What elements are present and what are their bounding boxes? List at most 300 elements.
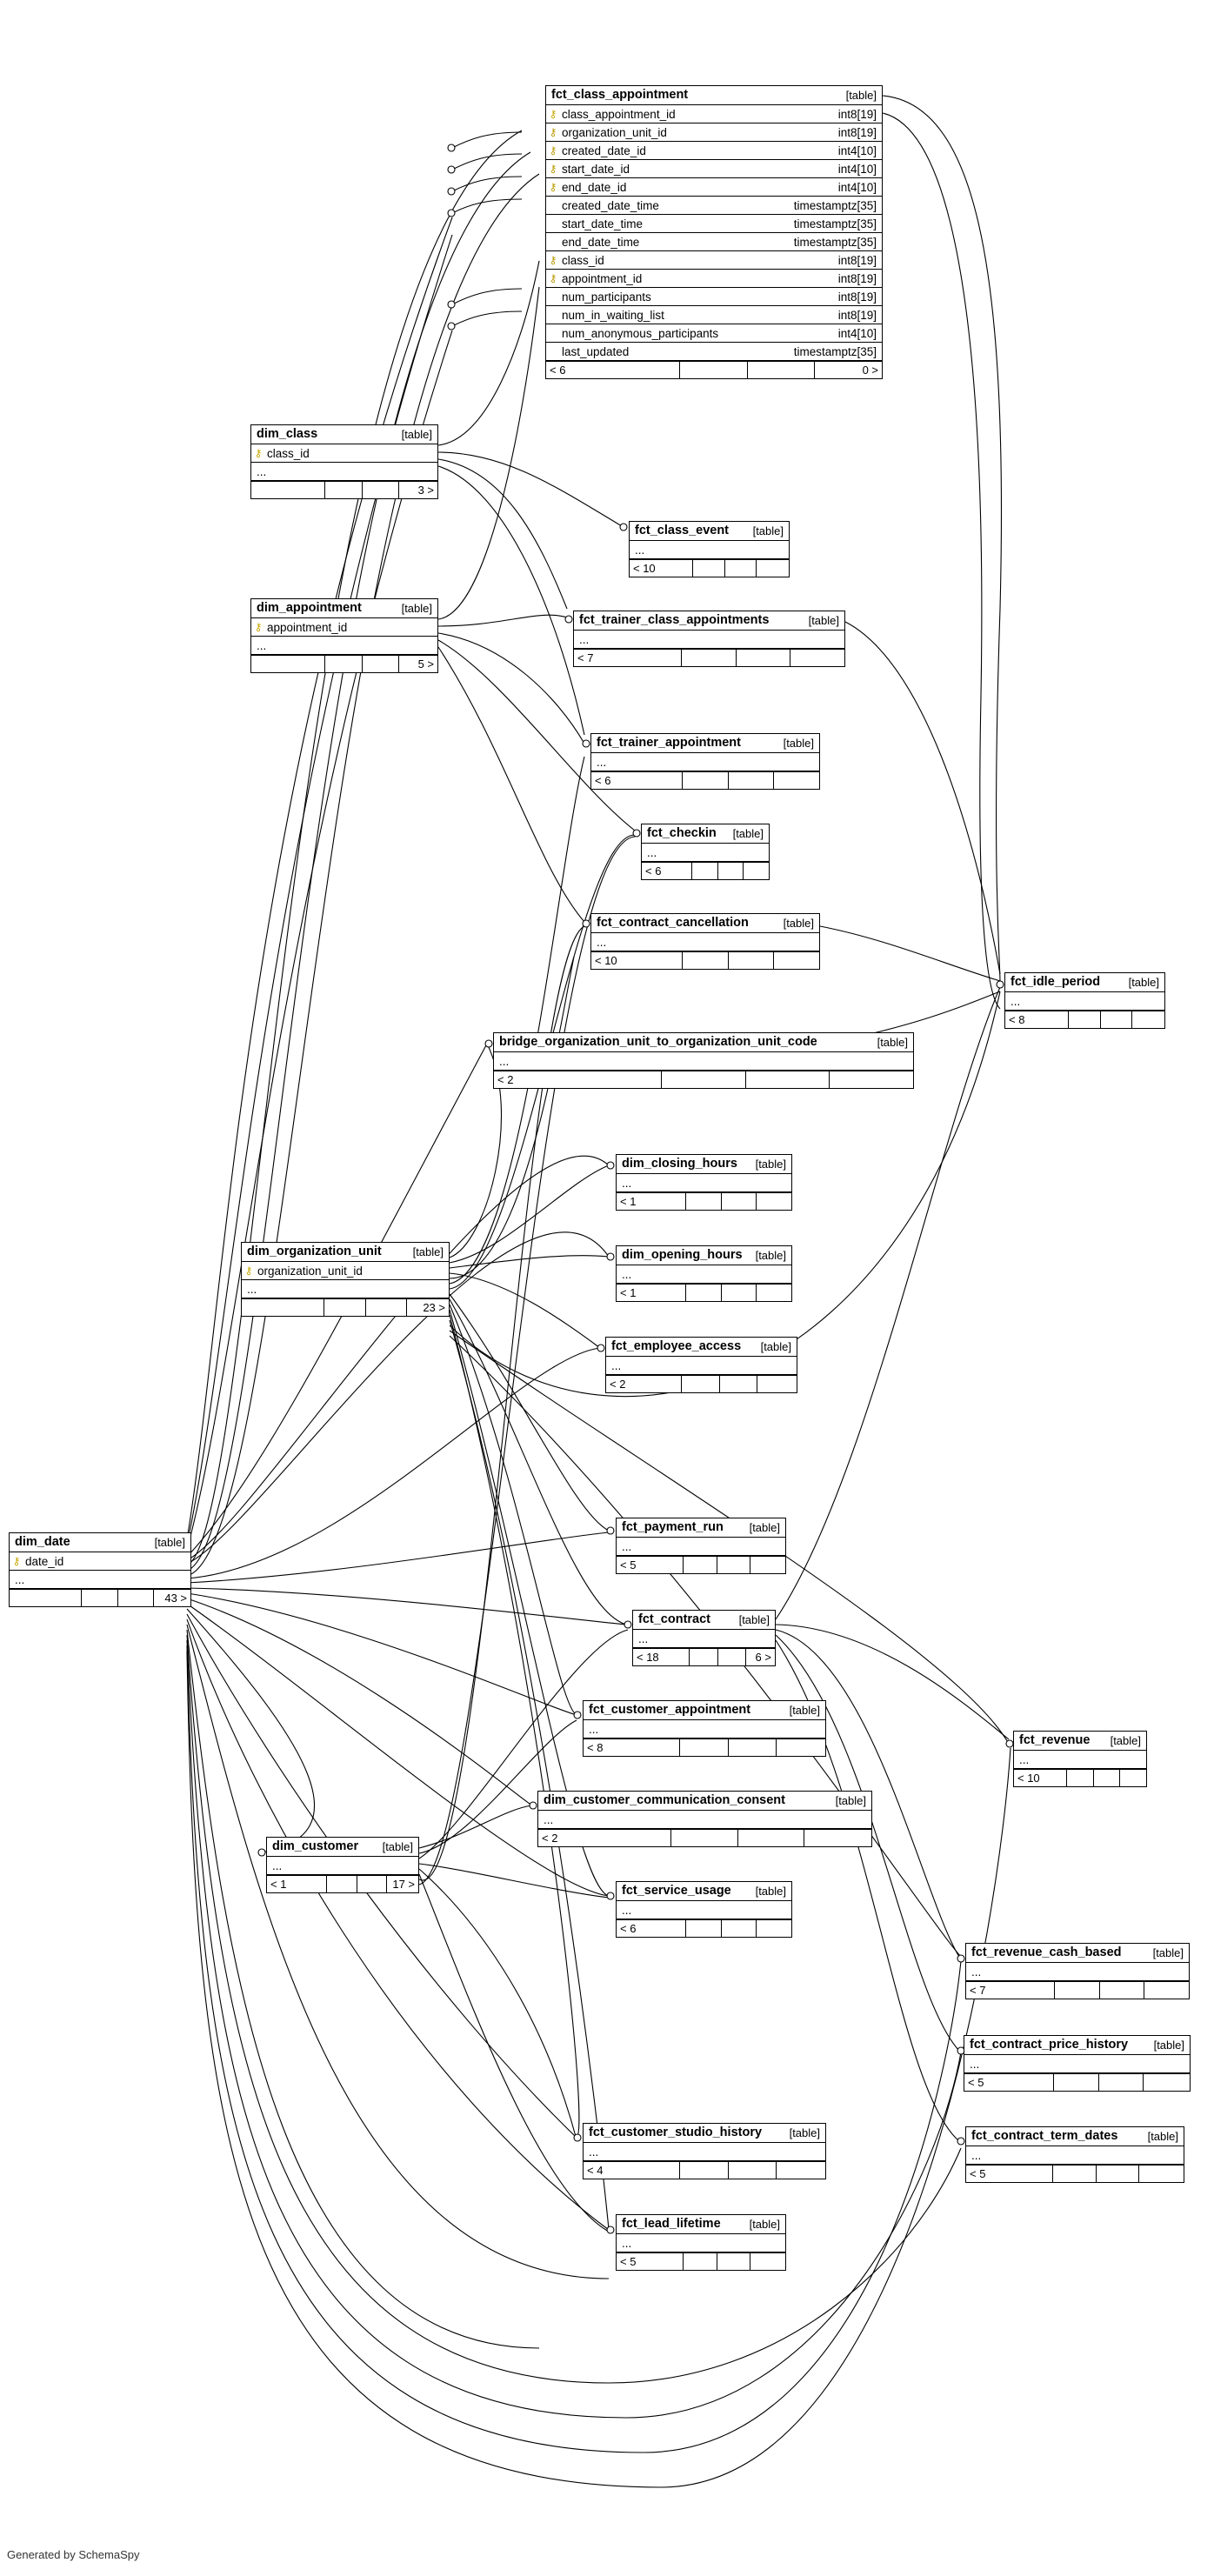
table-title[interactable]: [617, 1155, 791, 1174]
column-type: timestamptz[35]: [793, 217, 877, 230]
table-fct_lead_lifetime[interactable]: [616, 2214, 786, 2271]
more-columns-row: [966, 1963, 1189, 1981]
footer-cell: [757, 1376, 797, 1392]
footer-cell: [680, 1739, 729, 1756]
table-type-tag: [table]: [738, 1612, 770, 1626]
column-type: timestamptz[35]: [793, 344, 877, 358]
table-type-tag: [table]: [755, 1884, 786, 1898]
table-name: fct_contract: [638, 1612, 710, 1626]
table-name: dim_organization_unit: [247, 1245, 382, 1258]
ellipsis-label: ...: [15, 1572, 25, 1586]
footer-cell: [729, 952, 775, 969]
footer-cell: [722, 1193, 757, 1210]
footer-cell: [717, 2253, 751, 2270]
footer-cell: [738, 1830, 805, 1846]
footer-cell: [680, 2162, 729, 2179]
table-title[interactable]: [642, 824, 769, 844]
footer-cell: 6 >: [755, 1651, 771, 1664]
column-row: [546, 160, 882, 178]
column-type: int8[19]: [837, 308, 877, 322]
ellipsis-label: ...: [971, 2148, 982, 2162]
footer-cell: < 6: [546, 362, 680, 378]
table-fct_contract[interactable]: [632, 1610, 776, 1666]
footer-cell: [357, 1876, 388, 1892]
foreign-key-icon: ⚷: [549, 144, 557, 157]
column-name: num_in_waiting_list: [562, 308, 664, 322]
footer-cell: [251, 656, 325, 672]
table-name: fct_lead_lifetime: [622, 2217, 721, 2231]
table-footer: [584, 1738, 825, 1756]
more-columns-row: [584, 2143, 825, 2161]
footer-cell: [746, 1071, 830, 1088]
footer-cell: [684, 2253, 717, 2270]
footer-cell: [790, 650, 844, 666]
footer-cell: < 1: [267, 1876, 327, 1892]
table-type-tag: [table]: [382, 1839, 413, 1853]
ellipsis-label: ...: [971, 1965, 982, 1979]
table-footer: [584, 2161, 825, 2179]
column-row: [251, 444, 437, 463]
table-footer: [617, 1919, 791, 1937]
table-footer: [966, 2165, 1184, 2182]
table-name: fct_payment_run: [622, 1520, 724, 1534]
table-title[interactable]: [630, 522, 789, 541]
footer-cell: < 10: [630, 560, 693, 577]
footer-cell: [693, 560, 725, 577]
table-type-tag: [table]: [752, 524, 784, 537]
table-title[interactable]: [1014, 1732, 1146, 1751]
table-fct_checkin[interactable]: [641, 824, 770, 880]
table-fct_trainer_class_appointments[interactable]: [573, 611, 845, 667]
footer-cell: [1132, 1011, 1164, 1028]
table-dim_organization_unit[interactable]: [241, 1242, 450, 1317]
table-type-tag: [table]: [845, 88, 877, 102]
table-footer: [966, 1981, 1189, 1999]
footer-cell: [804, 1830, 871, 1846]
footer-cell: 0 >: [862, 364, 878, 377]
table-name: fct_revenue: [1019, 1733, 1091, 1747]
ellipsis-label: ...: [622, 1539, 632, 1553]
column-name: start_date_id: [562, 162, 630, 176]
column-row: [546, 123, 882, 142]
table-title[interactable]: [633, 1611, 775, 1630]
footer-cell: < 1: [617, 1285, 686, 1301]
column-name: created_date_id: [562, 143, 646, 157]
table-title[interactable]: [606, 1338, 797, 1357]
table-footer: [242, 1298, 449, 1316]
credit-text: Generated by SchemaSpy: [7, 2548, 140, 2561]
more-columns-row: [617, 1901, 791, 1919]
footer-cell: < 5: [617, 1557, 684, 1573]
more-columns-row: [606, 1357, 797, 1375]
footer-cell: [324, 1299, 366, 1316]
more-columns-row: [251, 463, 437, 481]
footer-cell: [686, 1193, 722, 1210]
table-type-tag: [table]: [835, 1793, 866, 1807]
footer-cell: [757, 1285, 791, 1301]
footer-cell: [686, 1285, 722, 1301]
footer-cell: [737, 650, 791, 666]
more-columns-row: [617, 1174, 791, 1192]
more-columns-row: [591, 933, 819, 951]
table-footer: [251, 655, 437, 672]
table-name: dim_customer: [272, 1839, 359, 1853]
table-title[interactable]: [584, 2124, 825, 2143]
table-title[interactable]: [591, 734, 819, 753]
more-columns-row: [1014, 1751, 1146, 1769]
column-name: organization_unit_id: [562, 125, 667, 139]
table-type-tag: [table]: [760, 1339, 791, 1353]
table-footer: [546, 361, 882, 378]
footer-cell: < 8: [584, 1739, 680, 1756]
column-type: int4[10]: [837, 326, 877, 340]
column-name: created_date_time: [562, 198, 659, 212]
footer-cell: [684, 1557, 717, 1573]
footer-cell: [325, 482, 363, 498]
column-name: date_id: [25, 1554, 64, 1568]
ellipsis-label: ...: [247, 1282, 257, 1296]
table-footer: [538, 1829, 871, 1846]
column-row: [546, 142, 882, 160]
table-footer: [617, 2252, 785, 2270]
table-title[interactable]: [267, 1838, 418, 1857]
table-footer: [630, 559, 789, 577]
table-title[interactable]: [617, 1246, 791, 1265]
table-footer: [591, 771, 819, 789]
table-type-tag: [table]: [789, 2126, 820, 2139]
footer-cell: [1055, 1982, 1100, 1999]
table-type-tag: [table]: [808, 613, 839, 627]
table-fct_idle_period[interactable]: [1004, 972, 1165, 1029]
footer-cell: < 5: [617, 2253, 684, 2270]
column-row: [546, 105, 882, 123]
table-fct_class_appointment[interactable]: [545, 85, 883, 379]
footer-cell: [757, 1920, 791, 1937]
footer-cell: < 10: [1014, 1770, 1067, 1786]
more-columns-row: [591, 753, 819, 771]
more-columns-row: [617, 1265, 791, 1284]
footer-cell: [325, 656, 363, 672]
footer-cell: [744, 863, 769, 879]
footer-cell: 3 >: [417, 484, 434, 497]
footer-cell: [363, 656, 400, 672]
footer-cell: < 6: [617, 1920, 686, 1937]
table-fct_employee_access[interactable]: [605, 1337, 797, 1393]
more-columns-row: [642, 844, 769, 862]
footer-cell: < 1: [617, 1193, 686, 1210]
footer-cell: [327, 1876, 357, 1892]
primary-key-icon: ⚷: [244, 1265, 253, 1277]
table-name: fct_trainer_appointment: [597, 736, 741, 750]
table-name: fct_trainer_class_appointments: [579, 613, 770, 627]
footer-cell: < 2: [494, 1071, 662, 1088]
more-columns-row: [267, 1857, 418, 1875]
footer-cell: [774, 772, 819, 789]
table-type-tag: [table]: [732, 826, 764, 840]
footer-cell: [1100, 1982, 1145, 1999]
footer-cell: [682, 1376, 720, 1392]
footer-cell: [1101, 1011, 1133, 1028]
footer-cell: [1144, 2074, 1190, 2091]
more-columns-row: [630, 541, 789, 559]
table-fct_contract_term_dates[interactable]: [965, 2126, 1184, 2183]
table-type-tag: [table]: [401, 601, 432, 615]
table-dim_opening_hours[interactable]: [616, 1245, 792, 1302]
foreign-key-icon: ⚷: [549, 272, 557, 284]
footer-cell: [118, 1590, 155, 1606]
table-bridge_organization_unit_to_organization_unit_code[interactable]: [493, 1032, 914, 1089]
footer-cell: [729, 772, 775, 789]
footer-cell: < 5: [966, 2166, 1053, 2182]
footer-cell: [757, 1193, 791, 1210]
footer-cell: [251, 482, 325, 498]
footer-cell: < 6: [591, 772, 683, 789]
foreign-key-icon: ⚷: [549, 163, 557, 175]
ellipsis-label: ...: [257, 464, 267, 478]
footer-cell: [1139, 2166, 1184, 2182]
footer-cell: [692, 863, 718, 879]
column-name: last_updated: [562, 344, 630, 358]
footer-cell: [1120, 1770, 1146, 1786]
ellipsis-label: ...: [579, 632, 590, 646]
footer-cell: [722, 1920, 757, 1937]
table-fct_contract_cancellation[interactable]: [590, 913, 820, 970]
table-name: fct_idle_period: [1011, 975, 1101, 989]
table-type-tag: [table]: [755, 1248, 786, 1262]
table-title[interactable]: [966, 1944, 1189, 1963]
footer-cell: [729, 2162, 777, 2179]
table-type-tag: [table]: [755, 1157, 786, 1171]
table-dim_class[interactable]: [250, 424, 438, 499]
primary-key-icon: ⚷: [549, 108, 557, 120]
table-title[interactable]: [546, 86, 882, 105]
table-type-tag: [table]: [1152, 1945, 1184, 1959]
footer-cell: < 7: [574, 650, 682, 666]
footer-cell: [1069, 1011, 1101, 1028]
footer-cell: [722, 1285, 757, 1301]
table-type-tag: [table]: [783, 736, 814, 750]
table-fct_revenue_cash_based[interactable]: [965, 1943, 1190, 1999]
footer-cell: [683, 772, 729, 789]
table-name: fct_customer_appointment: [589, 1703, 751, 1717]
table-footer: [494, 1071, 913, 1088]
column-name: organization_unit_id: [257, 1264, 363, 1278]
footer-cell: [242, 1299, 324, 1316]
table-title[interactable]: [251, 425, 437, 444]
table-fct_contract_price_history[interactable]: [964, 2035, 1191, 2092]
table-fct_payment_run[interactable]: [616, 1518, 786, 1574]
footer-cell: [682, 650, 737, 666]
footer-cell: [363, 482, 400, 498]
more-columns-row: [538, 1811, 871, 1829]
table-fct_revenue[interactable]: [1013, 1731, 1147, 1787]
table-type-tag: [table]: [1147, 2129, 1178, 2143]
table-name: dim_date: [15, 1535, 70, 1549]
column-name: class_appointment_id: [562, 107, 676, 121]
column-row: [546, 251, 882, 270]
ellipsis-label: ...: [1011, 994, 1021, 1008]
column-name: num_participants: [562, 290, 651, 304]
column-row: [546, 288, 882, 306]
table-footer: [617, 1556, 785, 1573]
footer-cell: [680, 362, 748, 378]
footer-cell: [830, 1071, 913, 1088]
table-name: fct_customer_studio_history: [589, 2126, 763, 2139]
footer-cell: < 8: [1005, 1011, 1069, 1028]
footer-cell: [777, 1739, 825, 1756]
table-type-tag: [table]: [412, 1245, 444, 1258]
table-dim_customer_communication_consent[interactable]: [537, 1791, 872, 1847]
footer-cell: [671, 1830, 738, 1846]
column-name: start_date_time: [562, 217, 644, 230]
more-columns-row: [966, 2146, 1184, 2165]
more-columns-row: [1005, 992, 1164, 1011]
footer-cell: [1099, 2074, 1144, 2091]
column-row: [242, 1262, 449, 1280]
table-name: fct_class_event: [635, 524, 730, 537]
footer-cell: [757, 560, 789, 577]
column-row: [546, 270, 882, 288]
footer-cell: < 5: [964, 2074, 1054, 2091]
column-name: end_date_id: [562, 180, 627, 194]
column-row: [251, 618, 437, 637]
table-title[interactable]: [1005, 973, 1164, 992]
table-type-tag: [table]: [749, 2217, 780, 2231]
table-fct_trainer_appointment[interactable]: [590, 733, 820, 790]
column-name: class_id: [267, 446, 310, 460]
ellipsis-label: ...: [589, 1722, 599, 1736]
primary-key-icon: ⚷: [12, 1555, 21, 1567]
footer-cell: [683, 952, 729, 969]
table-dim_appointment[interactable]: [250, 598, 438, 673]
table-name: bridge_organization_unit_to_organization_unit_code: [499, 1035, 817, 1049]
table-title[interactable]: [591, 914, 819, 933]
table-fct_customer_appointment[interactable]: [583, 1700, 826, 1757]
footer-cell: [690, 1649, 718, 1665]
table-name: fct_service_usage: [622, 1884, 731, 1898]
table-dim_closing_hours[interactable]: [616, 1154, 792, 1211]
footer-cell: [729, 1739, 777, 1756]
column-name: class_id: [562, 253, 604, 267]
table-title[interactable]: [494, 1033, 913, 1052]
footer-cell: < 18: [633, 1649, 690, 1665]
table-title[interactable]: [574, 611, 844, 631]
footer-cell: < 7: [966, 1982, 1055, 1999]
column-row: [546, 306, 882, 324]
table-footer: [251, 481, 437, 498]
table-type-tag: [table]: [749, 1520, 780, 1534]
ellipsis-label: ...: [622, 1903, 632, 1917]
table-type-tag: [table]: [154, 1535, 185, 1549]
table-type-tag: [table]: [401, 427, 432, 441]
table-title[interactable]: [617, 1882, 791, 1901]
table-fct_service_usage[interactable]: [616, 1881, 792, 1938]
column-type: int8[19]: [837, 271, 877, 285]
table-title[interactable]: [964, 2036, 1190, 2055]
ellipsis-label: ...: [622, 1267, 632, 1281]
table-title[interactable]: [584, 1701, 825, 1720]
ellipsis-label: ...: [257, 638, 267, 652]
table-title[interactable]: [10, 1533, 190, 1552]
column-type: timestamptz[35]: [793, 198, 877, 212]
footer-cell: [1067, 1770, 1094, 1786]
column-type: int4[10]: [837, 180, 877, 194]
table-fct_class_event[interactable]: [629, 521, 790, 577]
footer-cell: [720, 1376, 758, 1392]
table-fct_customer_studio_history[interactable]: [583, 2123, 826, 2179]
table-name: fct_employee_access: [611, 1339, 742, 1353]
column-type: timestamptz[35]: [793, 235, 877, 249]
table-footer: [642, 862, 769, 879]
footer-cell: < 6: [642, 863, 692, 879]
table-type-tag: [table]: [1110, 1733, 1141, 1747]
column-type: int8[19]: [837, 253, 877, 267]
column-name: appointment_id: [562, 271, 643, 285]
table-title[interactable]: [538, 1792, 871, 1811]
ellipsis-label: ...: [589, 2145, 599, 2159]
table-footer: [617, 1192, 791, 1210]
ellipsis-label: ...: [635, 543, 645, 557]
table-name: fct_revenue_cash_based: [971, 1945, 1122, 1959]
footer-cell: [774, 952, 819, 969]
table-footer: [617, 1284, 791, 1301]
table-footer: [1014, 1769, 1146, 1786]
footer-cell: [1054, 2074, 1099, 2091]
footer-cell: [750, 2253, 785, 2270]
column-row: [546, 215, 882, 233]
ellipsis-label: ...: [1019, 1752, 1030, 1766]
table-title[interactable]: [251, 599, 437, 618]
ellipsis-label: ...: [622, 2236, 632, 2250]
table-type-tag: [table]: [783, 916, 814, 930]
more-columns-row: [617, 1538, 785, 1556]
footer-cell: [725, 560, 757, 577]
table-title[interactable]: [242, 1243, 449, 1262]
ellipsis-label: ...: [647, 845, 657, 859]
table-title[interactable]: [617, 1518, 785, 1538]
footer-cell: [718, 1649, 747, 1665]
footer-cell: 5 >: [417, 657, 434, 671]
foreign-key-icon: ⚷: [549, 254, 557, 266]
table-dim_date[interactable]: [9, 1532, 191, 1607]
table-footer: [574, 649, 844, 666]
column-type: int8[19]: [837, 107, 877, 121]
primary-key-icon: ⚷: [254, 447, 263, 459]
more-columns-row: [633, 1630, 775, 1648]
table-type-tag: [table]: [1128, 975, 1159, 989]
footer-cell: < 4: [584, 2162, 680, 2179]
footer-cell: 17 >: [392, 1878, 416, 1891]
more-columns-row: [584, 1720, 825, 1738]
table-title[interactable]: [966, 2127, 1184, 2146]
table-title[interactable]: [617, 2215, 785, 2234]
more-columns-row: [10, 1571, 190, 1589]
column-name: num_anonymous_participants: [562, 326, 719, 340]
footer-cell: [718, 863, 744, 879]
table-footer: [964, 2073, 1190, 2091]
column-type: int4[10]: [837, 143, 877, 157]
table-dim_customer[interactable]: [266, 1837, 419, 1893]
more-columns-row: [617, 2234, 785, 2252]
column-row: [546, 324, 882, 343]
ellipsis-label: ...: [499, 1054, 510, 1068]
table-name: fct_contract_cancellation: [597, 916, 749, 930]
more-columns-row: [494, 1052, 913, 1071]
table-name: dim_appointment: [257, 601, 362, 615]
column-type: int8[19]: [837, 290, 877, 304]
ellipsis-label: ...: [611, 1358, 622, 1372]
footer-cell: [82, 1590, 118, 1606]
